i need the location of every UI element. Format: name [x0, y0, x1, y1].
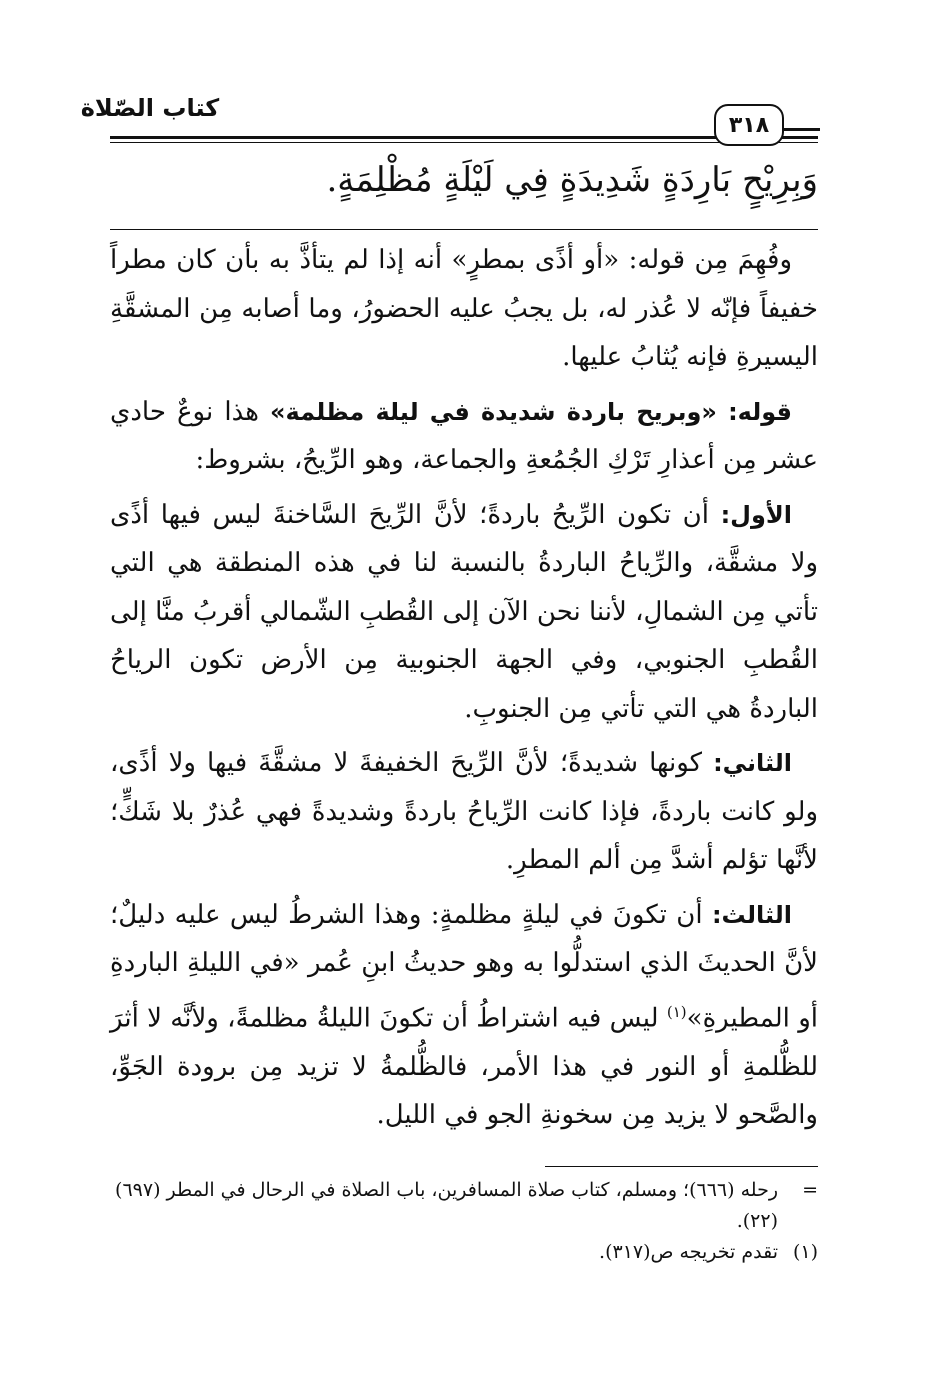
footnote-text: تقدم تخريجه ص(٣١٧). — [599, 1241, 778, 1263]
paragraph-text: وفُهِمَ مِن قوله: «أو أذًى بمطرٍ» أنه إذا لم يتأذَّ به بأن كان مطراً خفيفاً فإنّه لا عُذر له، بل يجبُ عليه الحضورُ، وما أصابه مِن المشقَّةِ اليسيرةِ فإنه يُثابُ عليها. — [110, 245, 818, 372]
paragraph-2 — [110, 388, 818, 485]
paragraph-label: الأول: — [720, 500, 792, 529]
matn-quote: «وبريح باردة شديدة في ليلة مظلمة» — [270, 397, 717, 426]
matn-separator — [110, 229, 818, 230]
footnotes — [110, 1175, 818, 1268]
running-head-book-title: كتاب الصّلاة — [80, 94, 220, 122]
paragraph-4 — [110, 739, 818, 885]
page-number-box — [714, 104, 784, 146]
header-rule-thick — [110, 136, 818, 139]
paragraph-label: الثالث: — [711, 900, 792, 929]
paragraph-5 — [110, 891, 818, 1140]
footnote-1 — [110, 1237, 818, 1268]
page-number: ٣١٨ — [728, 112, 770, 138]
footnote-separator — [545, 1166, 818, 1167]
header-rule-short — [780, 128, 820, 131]
footnote-text: رحله (٦٦٦)؛ ومسلم، كتاب صلاة المسافرين، باب الصلاة في الرحال في المطر (٦٩٧) (٢٢). — [115, 1179, 778, 1232]
paragraph-label: الثاني: — [713, 749, 792, 777]
paragraph-text: هذا نوعٌ حادي عشر مِن أعذارِ تَرْكِ الجُمُعةِ والجماعة، وهو الرِّيحُ، بشروط: — [110, 396, 818, 475]
paragraph-text: أن تكون الرِّيحُ باردةً؛ لأنَّ الرِّيحَ السَّاخنةَ ليس فيها أذًى ولا مشقَّة، والرِّياحُ الباردةُ بالنسبة لنا في هذه المنطقة هي التي تأتي مِن الشمالِ، لأننا نحن الآن إلى القُطبِ الشّمالي أقربُ منَّا إلى القُطبِ الجنوبي، وفي الجهة الجنوبية مِن الأرض تكون الرياحُ الباردةُ هي التي تأتي مِن الجنوبِ. — [110, 499, 818, 724]
paragraph-label: قوله: — [728, 397, 793, 426]
footnote-mark: = — [802, 1179, 818, 1201]
paragraph-text: ليس فيه اشتراطُ أن تكونَ الليلةُ مظلمةً، ولأنَّه لا أثرَ للظُّلمةِ أو النور في هذا الأمر، فالظُّلمةُ لا تزيد مِن برودة الجَوِّ، والصَّحو لا يزيد مِن سخونةِ الجو في الليل. — [110, 1003, 818, 1131]
footnote-continuation — [110, 1175, 818, 1237]
header-rule-thin — [110, 142, 818, 143]
paragraph-text: كونها شديدةً؛ لأنَّ الرِّيحَ الخفيفةَ لا مشقَّةَ فيها ولا أذًى، ولو كانت باردةً، فإذا كانت الرِّياحُ باردةً وشديدةً فهي عُذرٌ بلا شَكٍّ؛ لأنَّها تؤلم أشدَّ مِن ألم المطرِ. — [110, 748, 818, 875]
paragraph-text: أن تكونَ في ليلةٍ مظلمةٍ: وهذا الشرطُ ليس عليه دليلٌ؛ لأنَّ الحديثَ الذي استدلُّوا به وهو حديثُ ابنِ عُمر «في الليلةِ الباردةِ أو المطيرةِ» — [110, 899, 818, 1034]
footnote-mark: (١) — [792, 1241, 818, 1263]
commentary-body — [110, 236, 818, 1146]
paragraph-1 — [110, 236, 818, 382]
matn-text: وَبِرِيْحٍ بَارِدَةٍ شَدِيدَةٍ فِي لَيْلَةٍ مُظْلِمَةٍ. — [326, 160, 818, 200]
paragraph-3 — [110, 491, 818, 734]
footnote-reference[interactable]: (١) — [666, 1002, 687, 1021]
